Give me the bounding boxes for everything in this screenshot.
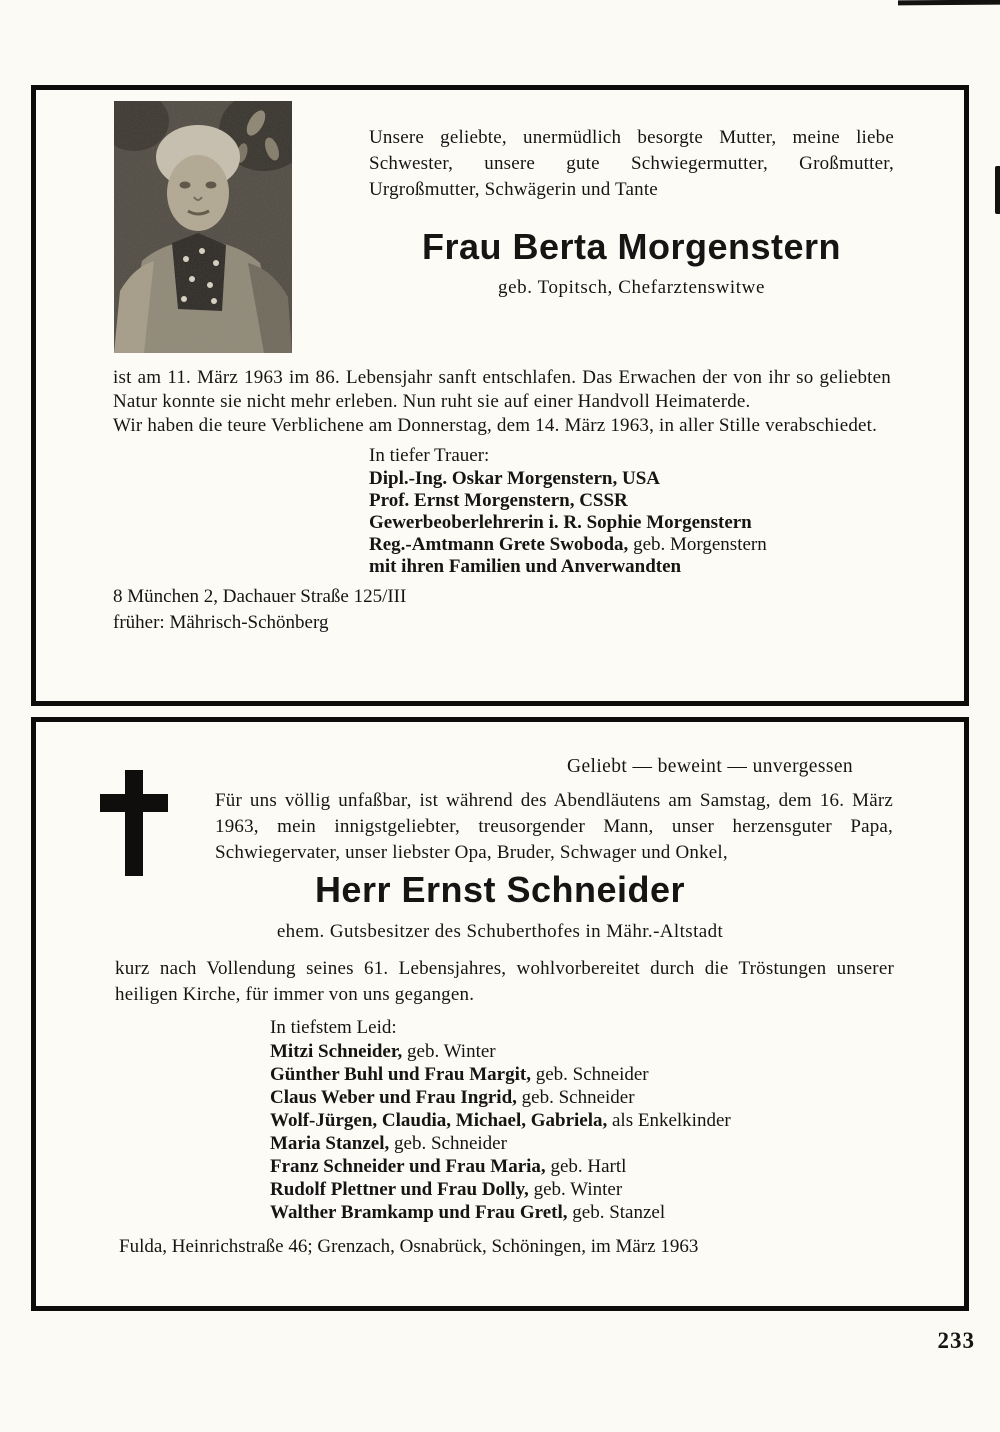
obituary1-body-paragraph-1: ist am 11. März 1963 im 86. Lebensjahr sanft entschlafen. Das Erwachen der von ihr so geliebten Natur konnte sie nicht mehr erleben. Nun ruht sie auf einer Handvoll Heimaterde. — [113, 367, 891, 412]
obituary2-mourning-block — [270, 1016, 964, 1224]
portrait-photo — [114, 101, 292, 353]
obituary-notice-morgenstern — [31, 85, 969, 706]
mourner-line: Walther Bramkamp und Frau Gretl, geb. Stanzel — [270, 1202, 666, 1223]
obituary2-mourning-label: In tiefstem Leid: — [270, 1017, 397, 1038]
obituary2-subtitle: ehem. Gutsbesitzer des Schuberthofes in Mähr.-Altstadt — [276, 921, 724, 942]
obituary1-body-paragraph-2: Wir haben die teure Verblichene am Donnerstag, dem 14. März 1963, in aller Stille verabschiedet. — [113, 415, 878, 436]
obituary2-motto: Geliebt — beweint — unvergessen — [566, 756, 854, 777]
portrait-photo-graphic — [114, 101, 292, 353]
mourner-line: Rudolf Plettner und Frau Dolly, geb. Winter — [270, 1179, 623, 1200]
obituary2-intro-text: Für uns völlig unfaßbar, ist während des Abendläutens am Samstag, dem 16. März 1963, mein innigstgeliebter, treusorgender Mann, unser herzensguter Papa, Schwiegervater, unser liebster Opa, Bruder, Schwager und Onkel, — [215, 790, 893, 863]
obituary2-body-paragraph: kurz nach Vollendung seines 61. Lebensjahres, wohlvorbereitet durch die Tröstungen unserer heiligen Kirche, für immer von uns gegangen. — [115, 958, 894, 1005]
obituary2-deceased-name: Herr Ernst Schneider — [314, 869, 686, 910]
scan-artifact-right — [995, 166, 1000, 214]
mourner-line: Gewerbeoberlehrerin i. R. Sophie Morgenstern — [369, 512, 752, 533]
scan-artifact-top — [898, 0, 1000, 5]
obituary2-address-line: Fulda, Heinrichstraße 46; Grenzach, Osnabrück, Schöningen, im März 1963 — [119, 1236, 699, 1257]
obituary1-address-block — [113, 584, 964, 636]
obituary1-address-line-1: 8 München 2, Dachauer Straße 125/III — [113, 586, 407, 607]
obituary1-intro-text: Unsere geliebte, unermüdlich besorgte Mutter, meine liebe Schwester, unsere gute Schwiegermutter, Großmutter, Urgroßmutter, Schwägerin und Tante — [369, 127, 894, 200]
mourner-line: Wolf-Jürgen, Claudia, Michael, Gabriela, als Enkelkinder — [270, 1110, 731, 1131]
mourner-line: Claus Weber und Frau Ingrid, geb. Schneider — [270, 1087, 635, 1108]
page-number: 233 — [937, 1328, 975, 1353]
obituary1-mourners-list — [369, 468, 964, 578]
obituary1-intro-column — [369, 101, 894, 300]
obituary1-mourning-block — [369, 444, 964, 578]
obituary1-subtitle: geb. Topitsch, Chefarztenswitwe — [497, 277, 766, 298]
cross-icon — [100, 770, 168, 876]
obituary2-mourners-list — [270, 1040, 964, 1224]
mourner-line: mit ihren Familien und Anverwandten — [369, 556, 682, 577]
mourner-line: Dipl.-Ing. Oskar Morgenstern, USA — [369, 468, 660, 489]
mourner-line: Günther Buhl und Frau Margit, geb. Schneider — [270, 1064, 649, 1085]
obituary1-mourning-label: In tiefer Trauer: — [369, 445, 490, 466]
obituary1-deceased-name: Frau Berta Morgenstern — [421, 226, 842, 267]
mourner-line: Franz Schneider und Frau Maria, geb. Hartl — [270, 1156, 627, 1177]
cross-icon-graphic — [100, 770, 168, 876]
obituary1-address-line-2: früher: Mährisch-Schönberg — [113, 612, 329, 633]
obituary-notice-schneider — [31, 717, 969, 1311]
mourner-line: Prof. Ernst Morgenstern, CSSR — [369, 490, 628, 511]
mourner-line: Reg.-Amtmann Grete Swoboda, geb. Morgenstern — [369, 534, 767, 555]
obituary1-header-row — [36, 90, 964, 353]
obituary2-address-block — [119, 1234, 964, 1260]
mourner-line: Mitzi Schneider, geb. Winter — [270, 1041, 496, 1062]
mourner-line: Maria Stanzel, geb. Schneider — [270, 1133, 507, 1154]
